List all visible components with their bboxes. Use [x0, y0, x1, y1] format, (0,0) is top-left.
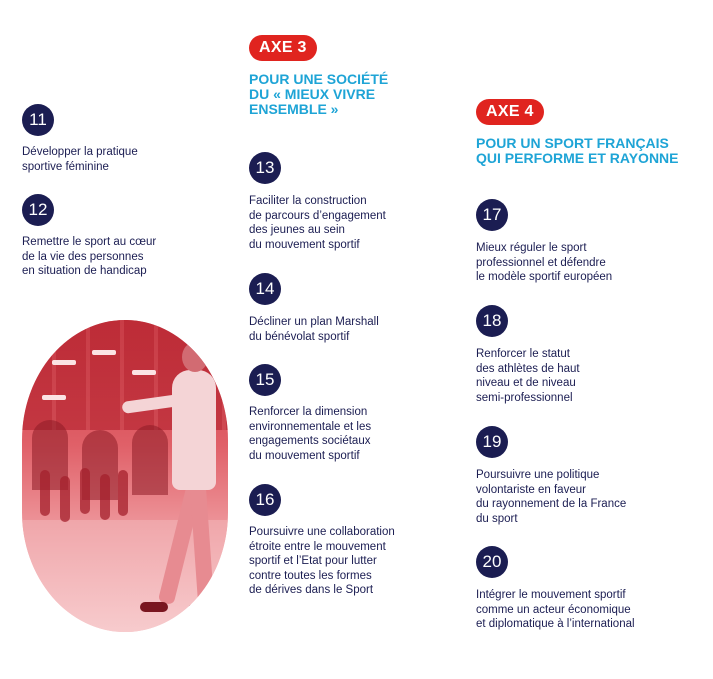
item-number-15: 15	[249, 364, 281, 396]
item-number-13: 13	[249, 152, 281, 184]
window-arch	[132, 425, 168, 495]
ceiling-light	[52, 360, 76, 365]
item-text-17: Mieux réguler le sport professionnel et défendre le modèle sportif européen	[476, 242, 613, 283]
child-figure	[60, 476, 70, 522]
coach-torso	[172, 370, 216, 490]
item-number-12: 12	[22, 194, 54, 226]
item-number-18: 18	[476, 305, 508, 337]
ceiling-light	[42, 395, 66, 400]
item-text-13: Faciliter la construction de parcours d’engagement des jeunes au sein du mouvement sportif	[249, 195, 386, 251]
item-text-16: Poursuivre une collaboration étroite entre le mouvement sportif et l’Etat pour lutter contre toutes les formes de dérives dans le Sport	[249, 526, 395, 596]
item-text-12: Remettre le sport au cœur de la vie des personnes en situation de handicap	[22, 236, 157, 277]
axe-4-badge: AXE 4	[476, 99, 544, 125]
axe-4-title: POUR UN SPORT FRANÇAIS QUI PERFORME ET RAYONNE	[476, 135, 679, 166]
item-text-19: Poursuivre une politique volontariste en faveur du rayonnement de la France du sport	[476, 469, 627, 525]
item-text-14: Décliner un plan Marshall du bénévolat sportif	[249, 316, 379, 343]
axe-3-badge: AXE 3	[249, 35, 317, 61]
ceiling-light	[92, 350, 116, 355]
child-figure	[100, 474, 110, 520]
item-text-20: Intégrer le mouvement sportif comme un acteur économique et diplomatique à l’international	[476, 589, 635, 630]
coach-head	[182, 342, 208, 372]
ceiling-light	[132, 370, 156, 375]
item-text-15: Renforcer la dimension environnementale et les engagements sociétaux du mouvement sportif	[249, 406, 372, 462]
item-text-11: Développer la pratique sportive féminine	[22, 146, 138, 173]
child-figure	[118, 470, 128, 516]
item-number-20: 20	[476, 546, 508, 578]
coach-shoe	[140, 602, 168, 612]
child-figure	[40, 470, 50, 516]
item-number-16: 16	[249, 484, 281, 516]
axe-3-title: POUR UNE SOCIÉTÉ DU « MIEUX VIVRE ENSEMBLE »	[249, 71, 389, 117]
item-number-14: 14	[249, 273, 281, 305]
coach-shoe	[188, 604, 216, 614]
item-number-19: 19	[476, 426, 508, 458]
item-number-17: 17	[476, 199, 508, 231]
child-figure	[80, 468, 90, 514]
item-text-18: Renforcer le statut des athlètes de haut niveau et de niveau semi-professionnel	[476, 348, 580, 404]
item-number-11: 11	[22, 104, 54, 136]
coach-gym-photo	[22, 320, 228, 632]
